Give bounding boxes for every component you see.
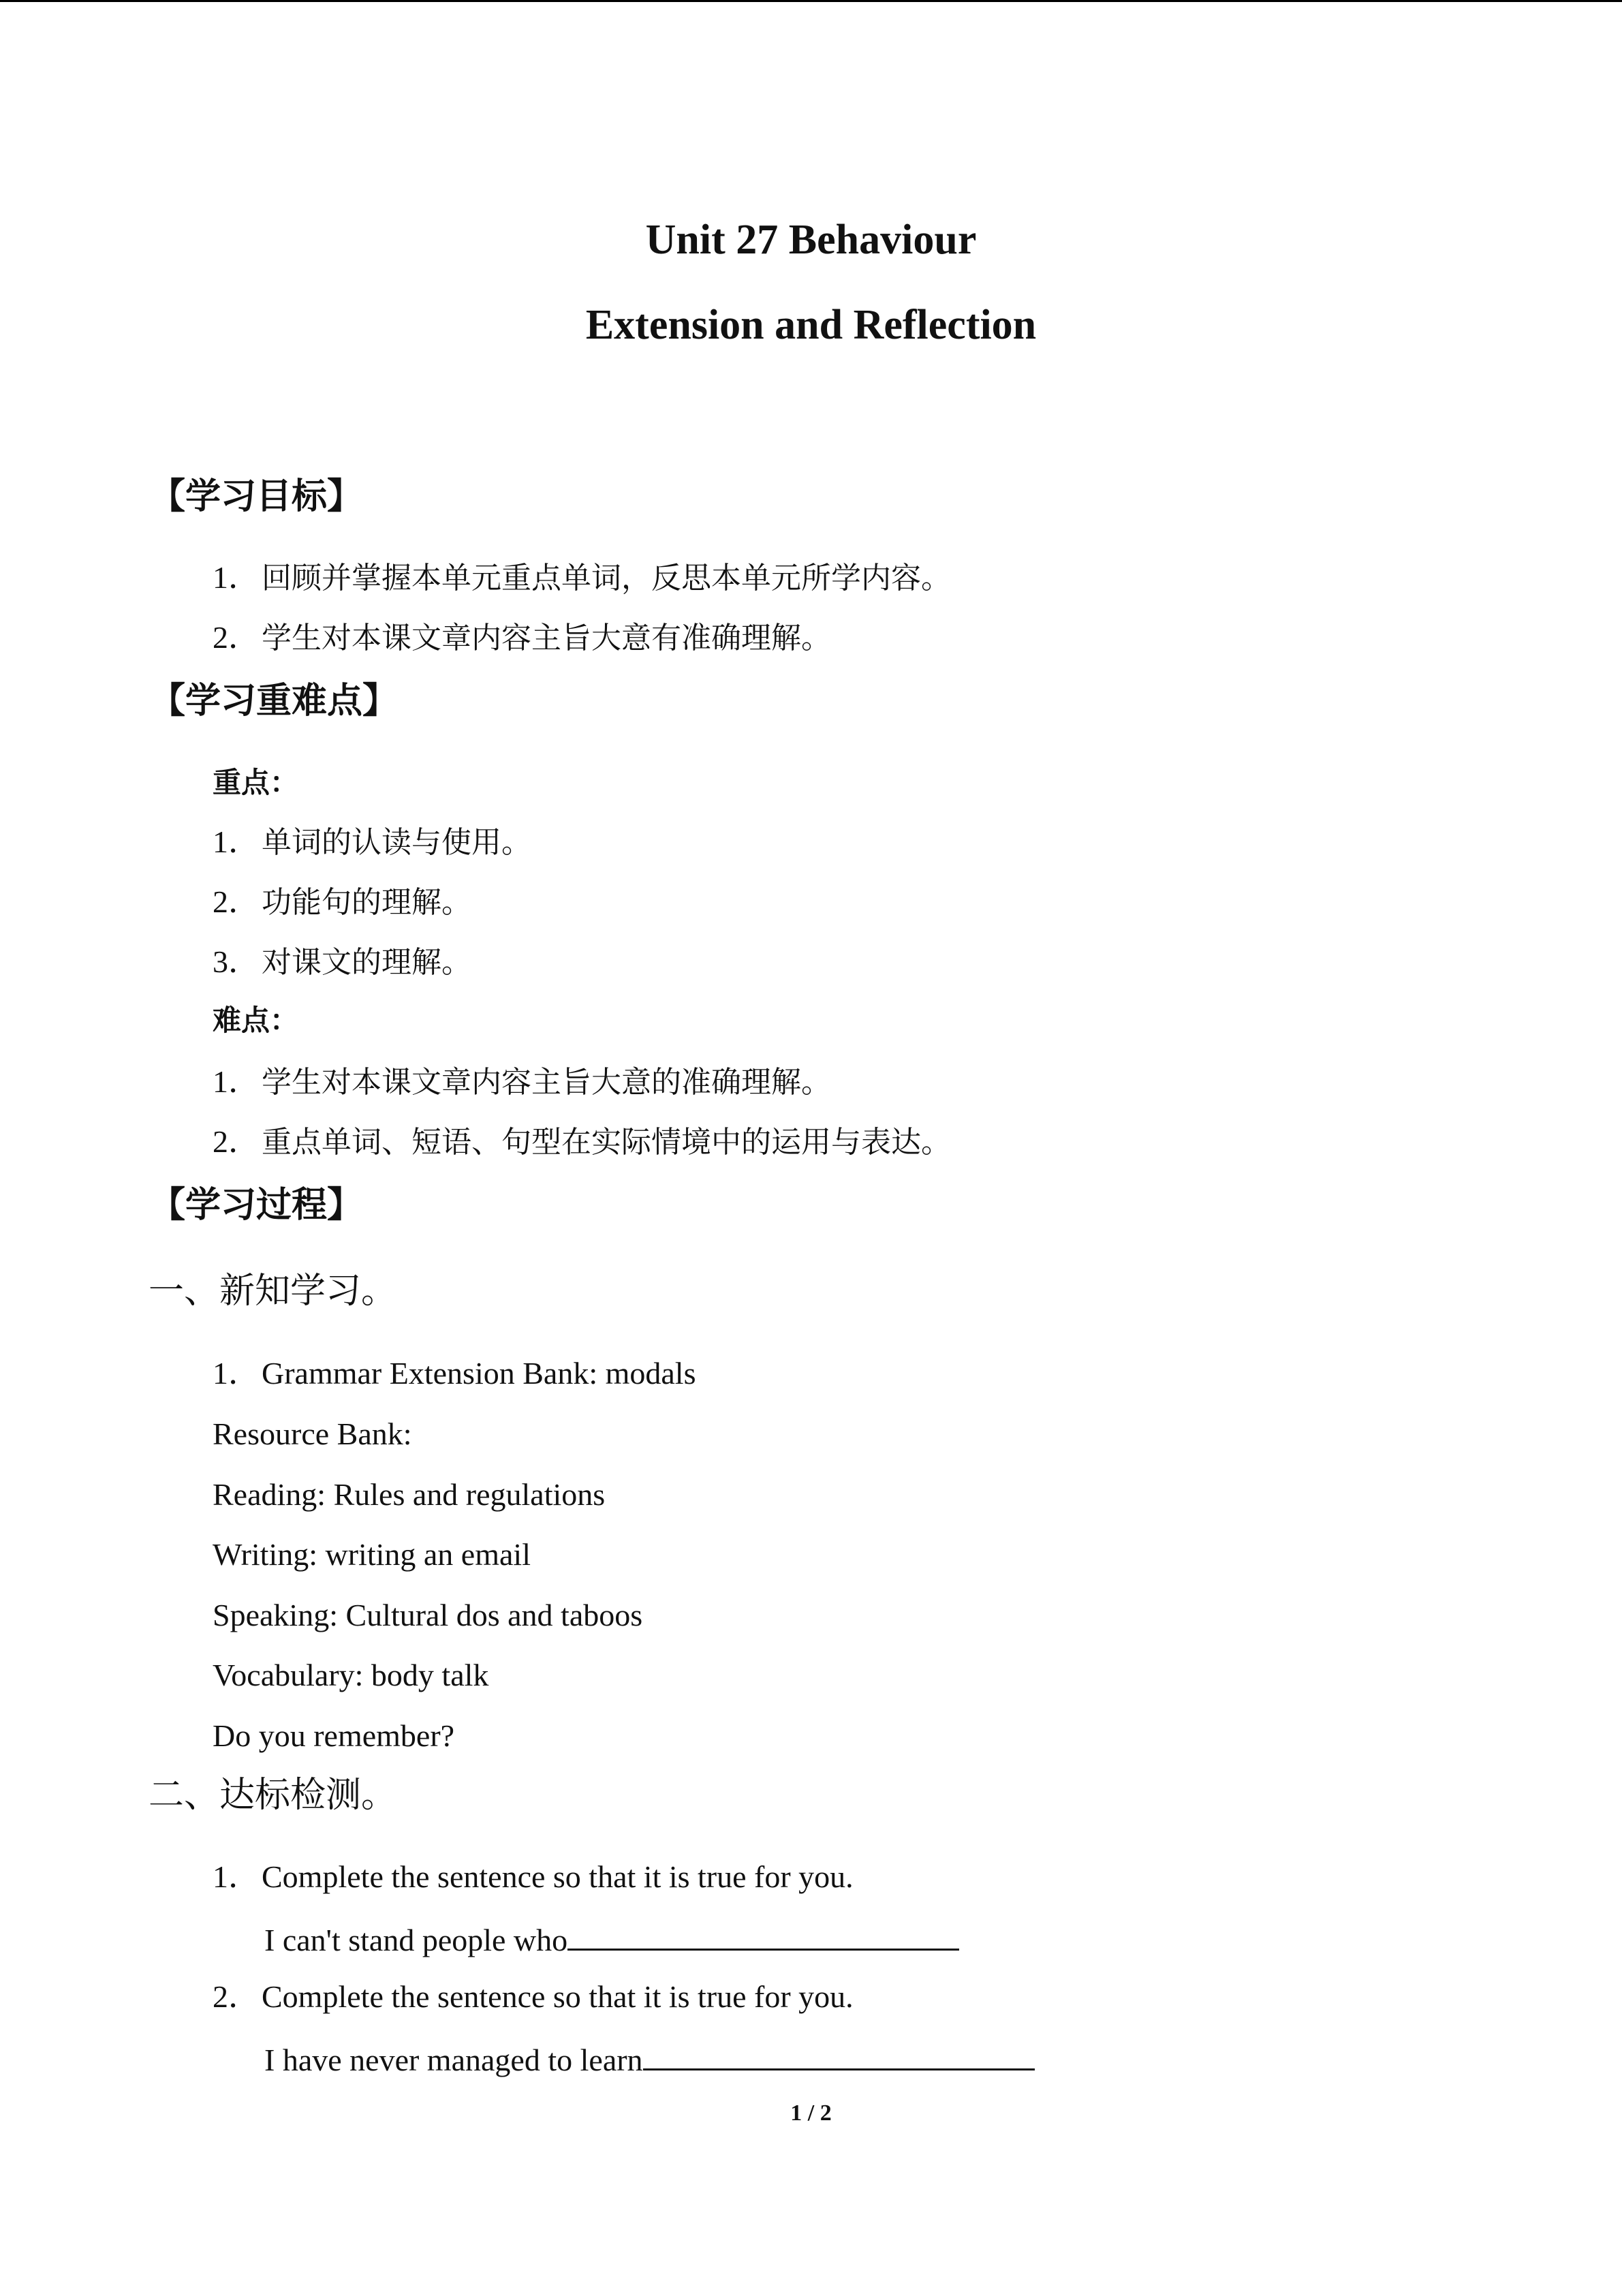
- part1-title: 一、新知学习。: [149, 1271, 397, 1312]
- page-number: 1 / 2: [790, 2100, 832, 2126]
- document-page: [0, 2, 1622, 2296]
- exercise-1-prompt-text: Complete the sentence so that it is true for you.: [262, 1859, 854, 1894]
- difficulty-item-2-num: 2．: [213, 1124, 260, 1159]
- key-points-heading: 【学习重难点】: [150, 681, 399, 722]
- exercise-1-prompt: [213, 1861, 854, 1893]
- focus-item-3: [213, 946, 471, 978]
- reading-line: Reading: Rules and regulations: [213, 1477, 606, 1512]
- objective-item-1-text: 回顾并掌握本单元重点单词，反思本单元所学内容。: [262, 561, 951, 595]
- focus-item-1-text: 单词的认读与使用。: [262, 825, 531, 860]
- document-title: Unit 27 Behaviour: [645, 217, 977, 263]
- exercise-2-num: 2．: [213, 1979, 260, 2014]
- part1-item-1-text: Grammar Extension Bank: modals: [262, 1356, 696, 1391]
- resource-bank-line: Resource Bank:: [213, 1416, 412, 1451]
- objectives-heading: 【学习目标】: [150, 476, 363, 517]
- part2-title: 二、达标检测。: [149, 1775, 397, 1816]
- exercise-1-num: 1．: [213, 1859, 260, 1894]
- speaking-line: Speaking: Cultural dos and taboos: [213, 1598, 643, 1632]
- objective-item-2: [213, 622, 831, 653]
- exercise-1-sentence: [264, 1924, 959, 1956]
- part1-item-1-num: 1．: [213, 1356, 260, 1391]
- exercise-1-answer-blank[interactable]: [567, 1924, 959, 1951]
- focus-label: 重点：: [213, 766, 299, 799]
- objective-item-2-text: 学生对本课文章内容主旨大意有准确理解。: [262, 621, 831, 655]
- do-you-remember-line: Do you remember?: [213, 1718, 455, 1753]
- exercise-2-prompt: [213, 1981, 854, 2013]
- document-subtitle: Extension and Reflection: [585, 302, 1037, 348]
- difficulty-label: 难点：: [213, 1004, 299, 1037]
- exercise-1-sentence-text: I can't stand people who: [264, 1923, 568, 1957]
- focus-item-1: [213, 826, 531, 858]
- focus-item-2-num: 2．: [213, 884, 260, 919]
- exercise-2-sentence: [264, 2044, 1035, 2076]
- exercise-2-prompt-text: Complete the sentence so that it is true for you.: [262, 1979, 854, 2014]
- process-heading: 【学习过程】: [150, 1185, 363, 1226]
- vocabulary-line: Vocabulary: body talk: [213, 1658, 489, 1692]
- difficulty-item-1-num: 1．: [213, 1064, 260, 1099]
- focus-item-3-text: 对课文的理解。: [262, 945, 471, 980]
- focus-item-3-num: 3．: [213, 944, 260, 979]
- part1-item-1: [213, 1358, 696, 1389]
- exercise-2-answer-blank[interactable]: [643, 2044, 1035, 2070]
- difficulty-item-2: [213, 1126, 951, 1158]
- exercise-2-sentence-text: I have never managed to learn: [264, 2043, 643, 2077]
- focus-item-2-text: 功能句的理解。: [262, 885, 471, 920]
- writing-line: Writing: writing an email: [213, 1537, 531, 1572]
- focus-item-2: [213, 886, 471, 918]
- difficulty-item-1: [213, 1066, 831, 1098]
- objective-item-2-num: 2．: [213, 620, 260, 655]
- objective-item-1: [213, 562, 951, 593]
- focus-item-1-num: 1．: [213, 824, 260, 859]
- difficulty-item-1-text: 学生对本课文章内容主旨大意的准确理解。: [262, 1065, 831, 1100]
- difficulty-item-2-text: 重点单词、短语、句型在实际情境中的运用与表达。: [262, 1125, 951, 1160]
- objective-item-1-num: 1．: [213, 560, 260, 595]
